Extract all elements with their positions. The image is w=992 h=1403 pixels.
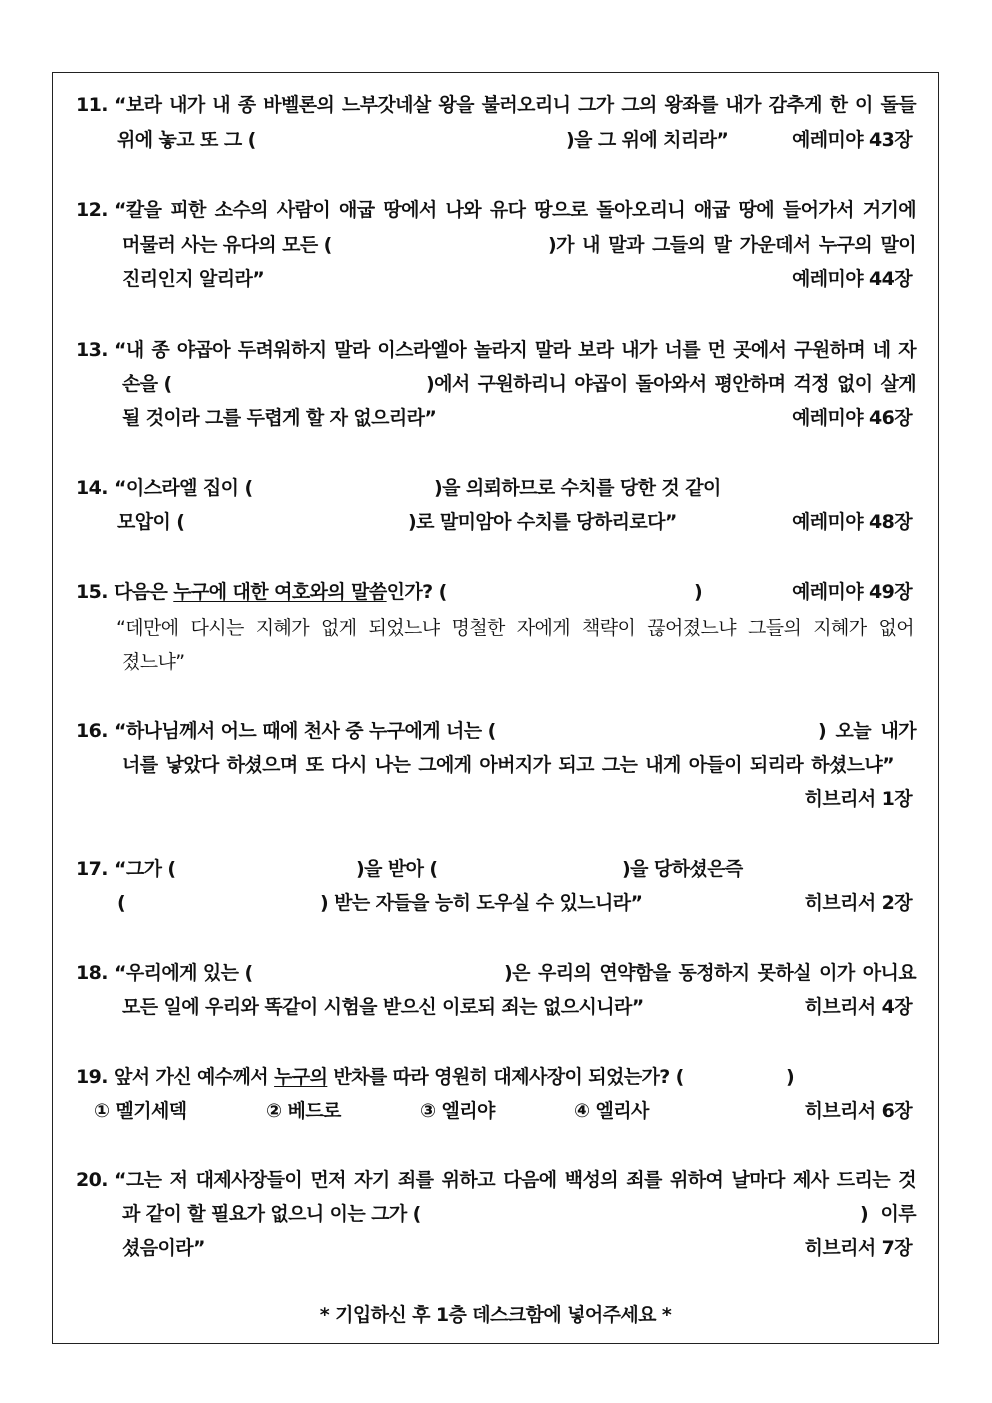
q18-reference: 히브리서 4장	[804, 996, 912, 1018]
q12-reference: 예레미야 44장	[791, 268, 912, 290]
q17-reference: 히브리서 2장	[804, 892, 912, 914]
q17-line1-part1: “그가 (	[114, 858, 176, 880]
q18-line1-start: “우리에게 있는 (	[114, 962, 253, 984]
q20-line2-end: ) 이루	[860, 1203, 916, 1225]
q15-question	[114, 580, 447, 604]
q19-close-paren: )	[786, 1066, 795, 1088]
q16-number: 16.	[76, 720, 108, 742]
q15-quote-line1: “데만에 다시는 지혜가 없게 되었느냐 명철한 자에게 책략이 끊어졌느냐 그들의 지혜가 없어	[116, 617, 914, 639]
q19-suffix: 반차를 따라 영원히 대제사장이 되었는가? (	[333, 1066, 684, 1088]
q11-reference: 예레미야 43장	[791, 129, 912, 151]
worksheet-frame	[52, 72, 939, 1344]
q16-reference: 히브리서 1장	[804, 788, 912, 810]
q19-option-2: ② 베드로	[266, 1100, 341, 1122]
q15-underlined: 누구에 대한 여호와의 말씀	[173, 581, 387, 603]
q12-line2-start: 머물러 사는 유다의 모든 (	[122, 234, 332, 256]
q17-line2-start: (	[117, 892, 126, 914]
q19-prefix: 앞서 가신 예수께서	[114, 1066, 269, 1088]
q14-line1-end: )을 의뢰하므로 수치를 당한 것 같이	[434, 477, 721, 499]
q20-line1: “그는 저 대제사장들이 먼저 자기 죄를 위하고 다음에 백성의 죄를 위하여 날마다 제사 드리는 것	[114, 1169, 916, 1191]
q15-prefix: 다음은	[114, 581, 168, 603]
q19-option-3: ③ 엘리야	[420, 1100, 495, 1122]
q20-line3: 셨음이라”	[122, 1237, 205, 1259]
q14-line2-start: 모압이 (	[117, 511, 185, 533]
q14-number: 14.	[76, 477, 108, 499]
q19-option-4: ④ 엘리사	[574, 1100, 649, 1122]
q13-line1: “내 종 야곱아 두려워하지 말라 이스라엘아 놀라지 말라 보라 내가 너를 먼 곳에서 구원하며 네 자	[114, 339, 916, 361]
q20-line2-start: 과 같이 할 필요가 없으니 이는 그가 (	[122, 1203, 421, 1225]
q13-number: 13.	[76, 339, 108, 361]
q17-line2-end: ) 받는 자들을 능히 도우실 수 있느니라”	[320, 892, 643, 914]
q13-line3: 될 것이라 그를 두렵게 할 자 없으리라”	[122, 407, 437, 429]
q11-line1: “보라 내가 내 종 바벨론의 느부갓네살 왕을 불러오리니 그가 그의 왕좌를 내가 감추게 한 이 돌들	[114, 94, 916, 116]
q18-line2: 모든 일에 우리와 똑같이 시험을 받으신 이로되 죄는 없으시니라”	[122, 996, 644, 1018]
q11-number: 11.	[76, 94, 108, 116]
q17-line1-part3: )을 당하셨은즉	[622, 858, 743, 880]
q15-close-paren: )	[694, 581, 703, 603]
q15-number: 15.	[76, 581, 108, 603]
q14-line1-start: “이스라엘 집이 (	[114, 477, 253, 499]
q16-line1-start: “하나님께서 어느 때에 천사 중 누구에게 너는 (	[114, 720, 496, 742]
q19-number: 19.	[76, 1066, 108, 1088]
q15-reference: 예레미야 49장	[791, 581, 912, 603]
q16-line2: 너를 낳았다 하셨으며 또 다시 나는 그에게 아버지가 되고 그는 내게 아들이 되리라 하셨느냐”	[122, 754, 894, 776]
q19-underlined: 누구의	[274, 1066, 328, 1088]
q12-line1: “칼을 피한 소수의 사람이 애굽 땅에서 나와 유다 땅으로 돌아오리니 애굽 땅에 들어가서 거기에	[114, 199, 916, 221]
q13-reference: 예레미야 46장	[791, 407, 912, 429]
q19-question	[114, 1065, 684, 1089]
q13-line2-start: 손을 (	[122, 373, 172, 395]
q16-line1-end: ) 오늘 내가	[818, 720, 916, 742]
q14-reference: 예레미야 48장	[791, 511, 912, 533]
q18-line1-end: )은 우리의 연약함을 동정하지 못하실 이가 아니요	[504, 962, 916, 984]
q13-line2-end: )에서 구원하리니 야곱이 돌아와서 평안하며 걱정 없이 살게	[426, 373, 916, 395]
q18-number: 18.	[76, 962, 108, 984]
q12-number: 12.	[76, 199, 108, 221]
q19-reference: 히브리서 6장	[804, 1100, 912, 1122]
q19-option-1: ① 멜기세덱	[94, 1100, 187, 1122]
q12-line3: 진리인지 알리라”	[122, 268, 265, 290]
q20-reference: 히브리서 7장	[804, 1237, 912, 1259]
q15-suffix: 인가? (	[386, 581, 447, 603]
q11-line2-start: 위에 놓고 또 그 (	[117, 129, 256, 151]
q17-number: 17.	[76, 858, 108, 880]
submission-note: * 기입하신 후 1층 데스크함에 넣어주세요 *	[319, 1304, 672, 1326]
q14-line2-end: )로 말미암아 수치를 당하리로다”	[408, 511, 677, 533]
q20-number: 20.	[76, 1169, 108, 1191]
q11-line2-end: )을 그 위에 치리라”	[566, 129, 729, 151]
q17-line1-part2: )을 받아 (	[356, 858, 438, 880]
q12-line2-end: )가 내 말과 그들의 말 가운데서 누구의 말이	[548, 234, 916, 256]
q15-quote-line2: 졌느냐”	[122, 651, 185, 673]
